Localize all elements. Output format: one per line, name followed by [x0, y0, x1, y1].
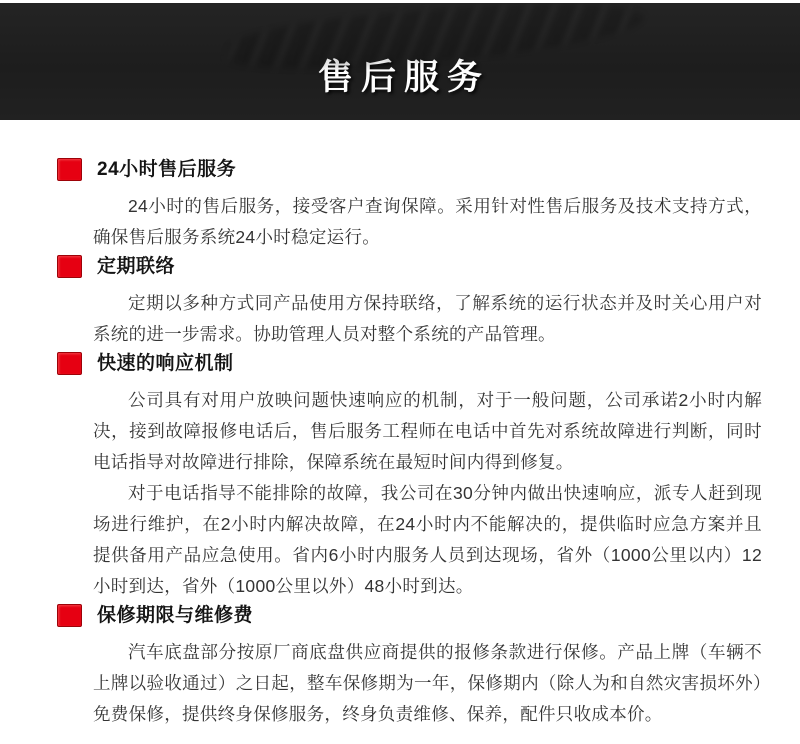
page-header — [0, 3, 800, 120]
section-24h-service — [57, 158, 762, 253]
section-heading-row — [57, 352, 762, 375]
section-paragraph: 24小时的售后服务，接受客户查询保障。采用针对性售后服务及技术支持方式，确保售后服务系统24小时稳定运行。 — [93, 196, 762, 247]
red-square-bullet-icon — [57, 352, 82, 375]
after-sales-page — [0, 3, 800, 730]
section-rapid-response — [57, 352, 762, 602]
section-heading: 定期联络 — [97, 255, 176, 277]
section-heading-row — [57, 158, 762, 181]
section-heading: 24小时售后服务 — [97, 158, 237, 180]
section-paragraph: 公司具有对用户放映问题快速响应的机制，对于一般问题，公司承诺2小时内解决，接到故障报修电话后，售后服务工程师在电话中首先对系统故障进行判断，同时电话指导对故障进行排除，保障系统在最短时间内得到修复。 — [93, 390, 762, 472]
section-heading-row — [57, 604, 762, 627]
section-regular-contact — [57, 255, 762, 350]
section-warranty-terms — [57, 604, 762, 730]
section-paragraph: 定期以多种方式同产品使用方保持联络，了解系统的运行状态并及时关心用户对系统的进一步需求。协助管理人员对整个系统的产品管理。 — [93, 293, 762, 344]
section-heading-row — [57, 255, 762, 278]
red-square-bullet-icon — [57, 158, 82, 181]
content — [0, 120, 800, 730]
section-paragraph: 对于电话指导不能排除的故障，我公司在30分钟内做出快速响应，派专人赶到现场进行维护，在2小时内解决故障，在24小时内不能解决的，提供临时应急方案并且提供备用产品应急使用。省内6小时内服务人员到达现场，省外（1000公里以内）12小时到达，省外（1000公里以外）48小时到达。 — [93, 483, 762, 596]
section-heading: 快速的响应机制 — [97, 352, 234, 374]
red-square-bullet-icon — [57, 255, 82, 278]
page-title: 售后服务 — [317, 58, 490, 97]
section-paragraph: 汽车底盘部分按原厂商底盘供应商提供的报修条款进行保修。产品上牌（车辆不上牌以验收通过）之日起，整车保修期为一年，保修期内（除人为和自然灾害损坏外）免费保修，提供终身保修服务，终身负责维修、保养，配件只收成本价。 — [93, 642, 762, 724]
section-heading: 保修期限与维修费 — [97, 604, 254, 626]
red-square-bullet-icon — [57, 604, 82, 627]
